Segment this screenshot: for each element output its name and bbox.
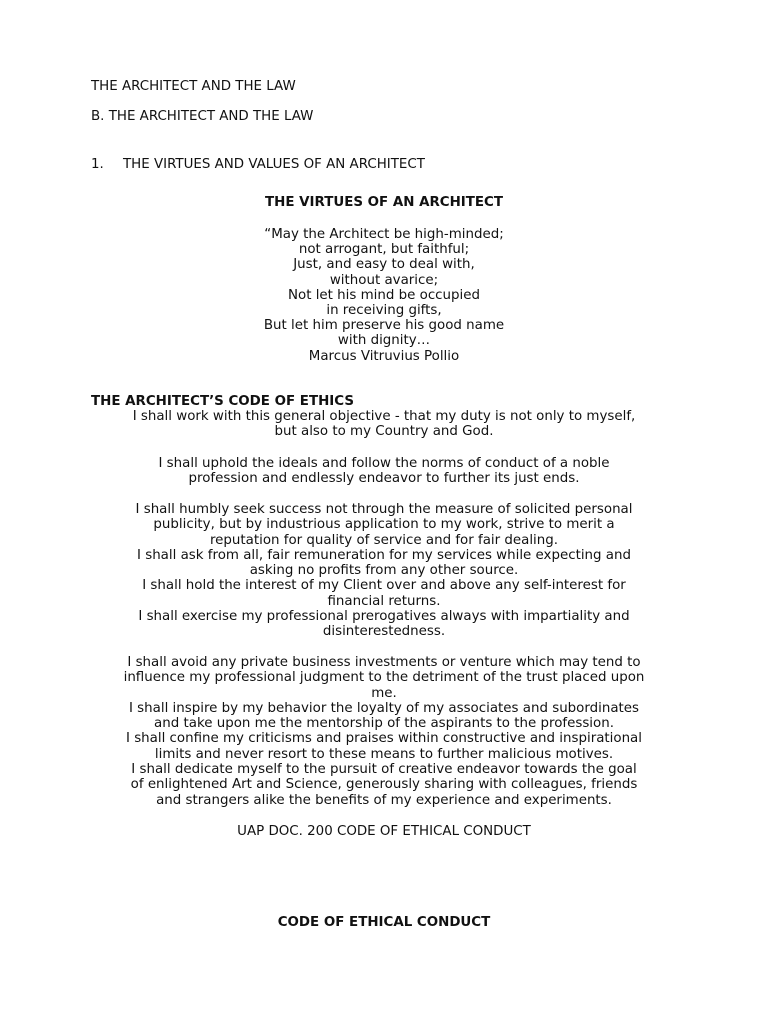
- code-source: [84, 824, 684, 839]
- code-source-text: UAP DOC. 200 CODE OF ETHICAL CONDUCT: [237, 824, 531, 839]
- virtues-heading-wrap: [84, 195, 684, 210]
- code-paragraph-1: [84, 409, 684, 440]
- code-paragraph-2-text: I shall uphold the ideals and follow the norms of conduct of a noble profession and endlessly endeavor to further its just ends.: [158, 456, 610, 487]
- code-paragraph-3-text: I shall humbly seek success not through the measure of solicited personal publicity, but by industrious application to my work, strive to merit a reputation for quality of service and for fair dealing. I shall ask from all, fair remuneration for my services while expecting and asking no profits from any other source. I shall hold the interest of my Client over and above any self-interest for financial returns. I shall exercise my professional prerogatives always with impartiality and disinterestedness.: [135, 502, 633, 640]
- virtues-quote: [84, 227, 684, 364]
- document-subtitle: B. THE ARCHITECT AND THE LAW: [91, 109, 314, 124]
- quote-line: without avarice;: [329, 272, 439, 288]
- section-number: 1.: [91, 157, 104, 172]
- code-paragraph-3: [84, 502, 684, 640]
- quote-line: with dignity…: [337, 333, 431, 349]
- code-paragraph-4-text: I shall avoid any private business investments or venture which may tend to influence my professional judgment to the detriment of the trust placed upon me. I shall inspire by my behavior the loyalty of my associates and subordinates and take upon me the mentorship of the aspirants to the profession. I shall confine my criticisms and praises within constructive and inspirational limits and never resort to these means to further malicious motives. I shall dedicate myself to the pursuit of creative endeavor towards the goal of enlightened Art and Science, generously sharing with colleagues, friends and strangers alike the benefits of my experience and experiments.: [123, 655, 645, 808]
- quote-author: Marcus Vitruvius Pollio: [308, 348, 460, 364]
- code-of-ethics-heading: THE ARCHITECT’S CODE OF ETHICS: [91, 394, 354, 409]
- code-paragraph-4: [84, 655, 684, 808]
- footer-heading: CODE OF ETHICAL CONDUCT: [277, 915, 491, 930]
- quote-line: in receiving gifts,: [326, 302, 442, 318]
- quote-line: But let him preserve his good name: [263, 318, 505, 334]
- footer-heading-wrap: [84, 915, 684, 930]
- code-paragraph-2: [84, 456, 684, 487]
- section-title: THE VIRTUES AND VALUES OF AN ARCHITECT: [123, 157, 425, 172]
- quote-line: not arrogant, but faithful;: [298, 242, 470, 258]
- virtues-heading: THE VIRTUES OF AN ARCHITECT: [264, 195, 504, 210]
- quote-line: Just, and easy to deal with,: [293, 257, 475, 273]
- quote-line: Not let his mind be occupied: [288, 287, 480, 303]
- code-paragraph-1-text: I shall work with this general objective - that my duty is not only to myself, but also to my Country and God.: [132, 409, 636, 440]
- quote-line: “May the Architect be high-minded;: [264, 227, 504, 242]
- document-title: THE ARCHITECT AND THE LAW: [91, 79, 296, 94]
